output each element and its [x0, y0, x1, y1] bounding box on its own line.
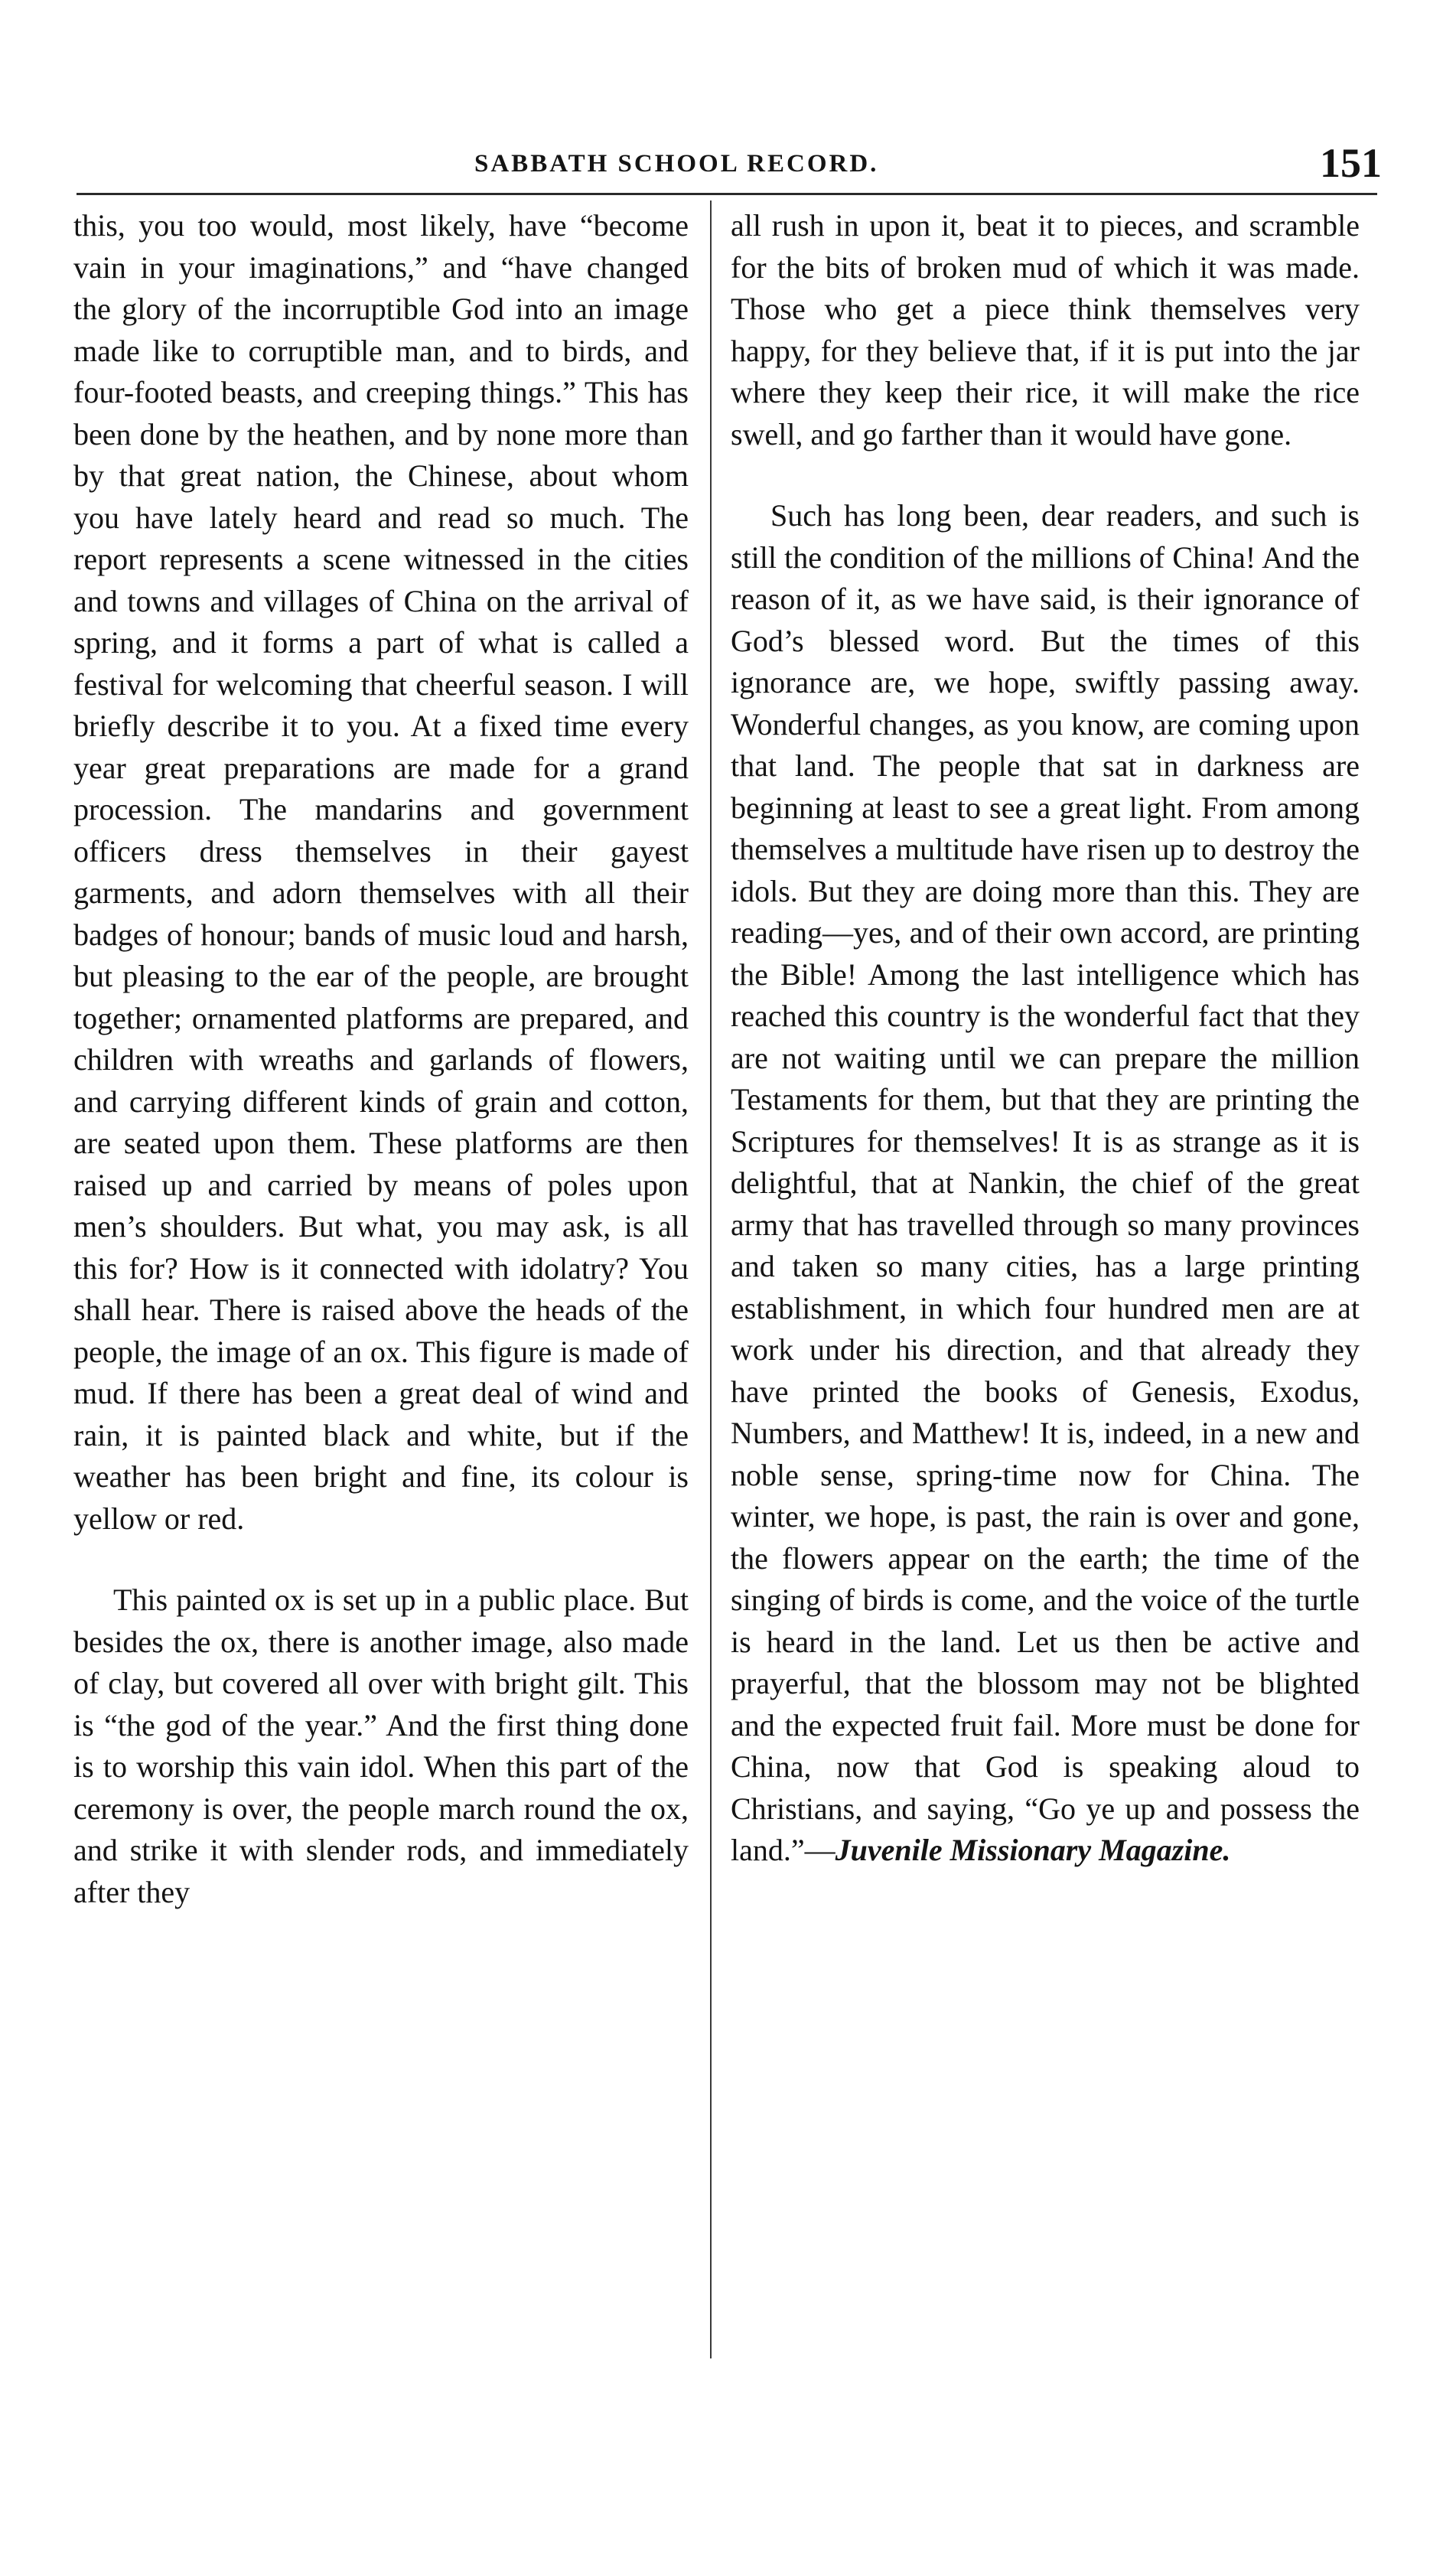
header-rule: [77, 193, 1377, 195]
right-paragraph-1: all rush in upon it, beat it to pieces, and scramble for the bits of broken mud of which it was made. Those who get a piece think themselves very happy, for they believe that, if it is put into the jar where they keep their rice, it will make the rice swell, and go farther than it would have gone.: [731, 208, 1360, 451]
page-number: 151: [1320, 140, 1382, 186]
running-title: SABBATH SCHOOL RECORD.: [474, 150, 879, 178]
running-head: [115, 140, 1385, 197]
right-paragraph-2-text: Such has long been, dear readers, and such is still the condition of the millions of China! And the reason of it, as we have said, is their ignorance of God’s blessed word. But the times of this ignorance are, we hope, swiftly passing away. Wonderful changes, as you know, are coming upon that land. The people that sat in darkness are beginning at least to see a great light. From among themselves a multitude have risen up to destroy the idols. But they are doing more than this. They are reading—yes, and of their own accord, are printing the Bible! Among the last intelligence which has reached this country is the wonderful fact that they are not waiting until we can prepare the million Testaments for them, but that they are printing the Scriptures for themselves! It is as strange as it is delightful, that at Nankin, the chief of the great army that has travelled through so many provinces and taken so many cities, has a large printing establishment, in which four hundred men are at work under his direction, and that already they have printed the books of Genesis, Exodus, Numbers, and Matthew! It is, indeed, in a new and noble sense, spring-time now for China. The winter, we hope, is past, the rain is over and gone, the flowers appear on the earth; the time of the singing of birds is come, and the voice of the turtle is heard in the land. Let us then be active and prayerful, that the blossom may not be blighted and the expected fruit fail. More must be done for China, now that God is speaking aloud to Christians, and saying, “Go ye up and possess the land.”—: [731, 498, 1360, 1867]
right-column: [731, 205, 1360, 1872]
column-divider: [710, 200, 712, 2358]
right-paragraph-2: [731, 495, 1360, 1872]
left-column: [73, 205, 689, 1913]
left-paragraph-2: This painted ox is set up in a public place. But besides the ox, there is another image, also made of clay, but covered all over with bright gilt. This is “the god of the year.” And the first thing done is to worship this vain idol. When this part of the ceremony is over, the people march round the ox, and strike it with slender rods, and immediately after they: [73, 1583, 689, 1909]
source-signature: Juvenile Missionary Magazine.: [835, 1833, 1231, 1867]
left-paragraph-1: this, you too would, most likely, have “become vain in your imaginations,” and “have changed the glory of the incorruptible God into an image made like to corruptible man, and to birds, and four-footed beasts, and creeping things.” This has been done by the heathen, and by none more than by that great nation, the Chinese, about whom you have lately heard and read so much. The report represents a scene witnessed in the cities and towns and villages of China on the arrival of spring, and it forms a part of what is called a festival for welcoming that cheerful season. I will briefly describe it to you. At a fixed time every year great preparations are made for a grand procession. The mandarins and government officers dress themselves in their gayest garments, and adorn themselves with all their badges of honour; bands of music loud and harsh, but pleasing to the ear of the people, are brought together; ornamented platforms are prepared, and children with wreaths and garlands of flowers, and carrying different kinds of grain and cotton, are seated upon them. These platforms are then raised up and carried by means of poles upon men’s shoulders. But what, you may ask, is all this for? How is it connected with idolatry? You shall hear. There is raised above the heads of the people, the image of an ox. This figure is made of mud. If there has been a great deal of wind and rain, it is painted black and white, but if the weather has been bright and fine, its colour is yellow or red.: [73, 208, 689, 1536]
